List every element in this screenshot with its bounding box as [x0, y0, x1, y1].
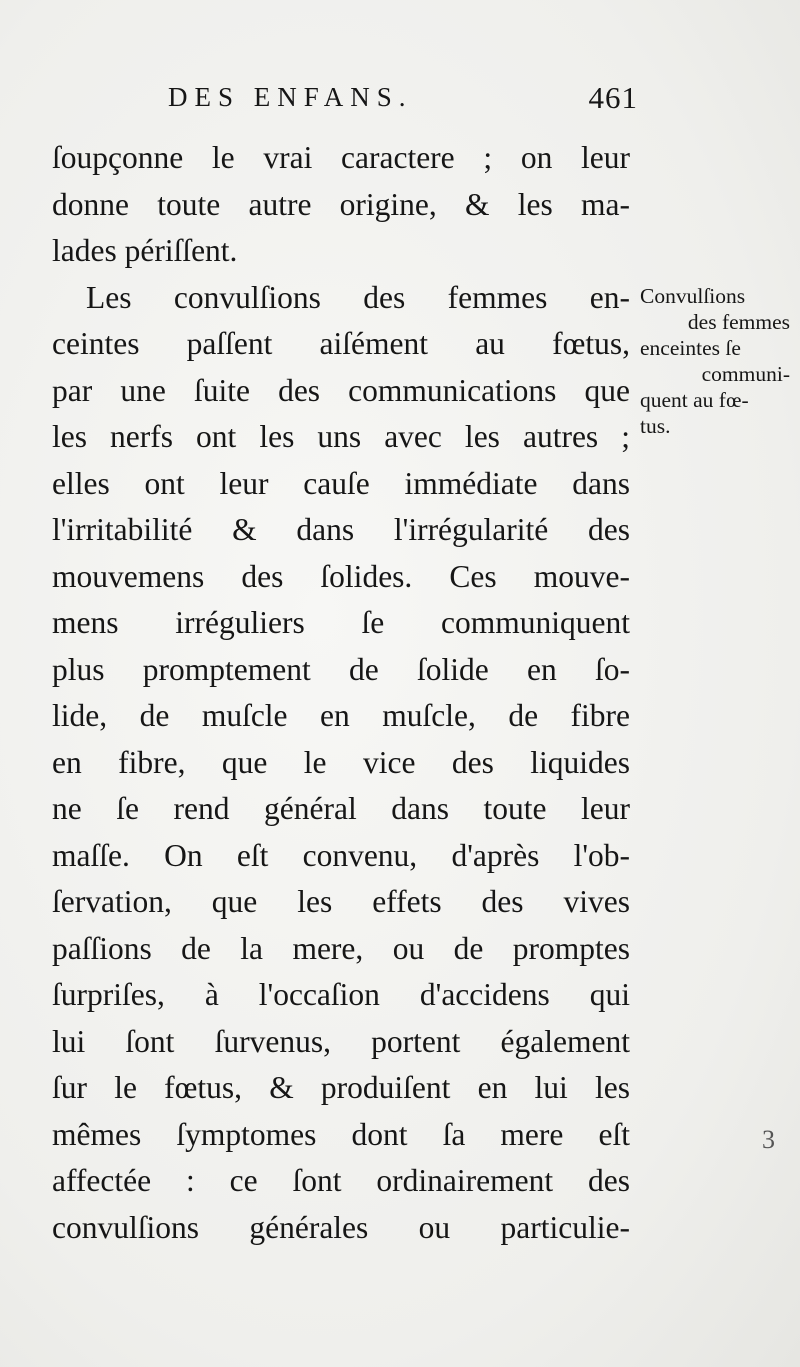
text-line: lades périſſent.: [52, 233, 238, 268]
text-line: l'irritabilité & dans l'irrégularité des: [52, 512, 630, 547]
text-line: ſoupçonne le vrai caractere ; on leur: [52, 140, 630, 175]
text-line: ſervation, que les effets des vives: [52, 884, 630, 919]
text-line: paſſions de la mere, ou de promptes: [52, 930, 630, 966]
text-line: les nerfs ont les uns avec les autres ;: [52, 419, 630, 454]
text-line: mens irréguliers ſe communiquent: [52, 605, 630, 640]
text-line: maſſe. On eſt convenu, d'après l'ob-: [52, 837, 630, 873]
text-line: en fibre, que le vice des liquides: [52, 744, 630, 780]
text-line: ſurpriſes, à l'occaſion d'accidens qui: [52, 977, 630, 1012]
text-line: ne ſe rend général dans toute leur: [52, 791, 630, 826]
marginal-line: communi-: [701, 362, 790, 386]
text-line: mouvemens des ſolides. Ces mouve-: [52, 558, 630, 594]
text-line: elles ont leur cauſe immédiate dans: [52, 465, 630, 501]
page-header: [168, 82, 638, 122]
marginal-line: enceintes ſe: [640, 336, 741, 360]
text-line: par une ſuite des communications que: [52, 372, 630, 408]
text-line: convulſions générales ou particulie-: [52, 1209, 630, 1245]
text-line: ceintes paſſent aiſément au fœtus,: [52, 326, 630, 361]
text-line: lide, de muſcle en muſcle, de fibre: [52, 698, 630, 733]
text-line: lui ſont ſurvenus, portent également: [52, 1023, 630, 1059]
text-line: ſur le fœtus, & produiſent en lui les: [52, 1070, 630, 1105]
marginal-line: quent au fœ-: [640, 388, 749, 412]
text-line: donne toute autre origine, & les ma-: [52, 186, 630, 222]
marginal-line: tus.: [640, 414, 671, 438]
running-head: DES ENFANS.: [168, 82, 413, 112]
text-line: plus promptement de ſolide en ſo-: [52, 651, 630, 687]
text-line: affectée : ce ſont ordinairement des: [52, 1163, 630, 1198]
page-number: 461: [588, 80, 638, 115]
text-line: Les convulſions des femmes en-: [86, 279, 630, 315]
marginal-note: [640, 283, 790, 439]
marginal-line: des femmes: [687, 310, 790, 334]
body-text: [52, 135, 630, 1251]
marginal-line: Convulſions: [640, 284, 746, 308]
stray-mark: 3: [762, 1125, 775, 1154]
text-line: mêmes ſymptomes dont ſa mere eſt: [52, 1116, 630, 1152]
